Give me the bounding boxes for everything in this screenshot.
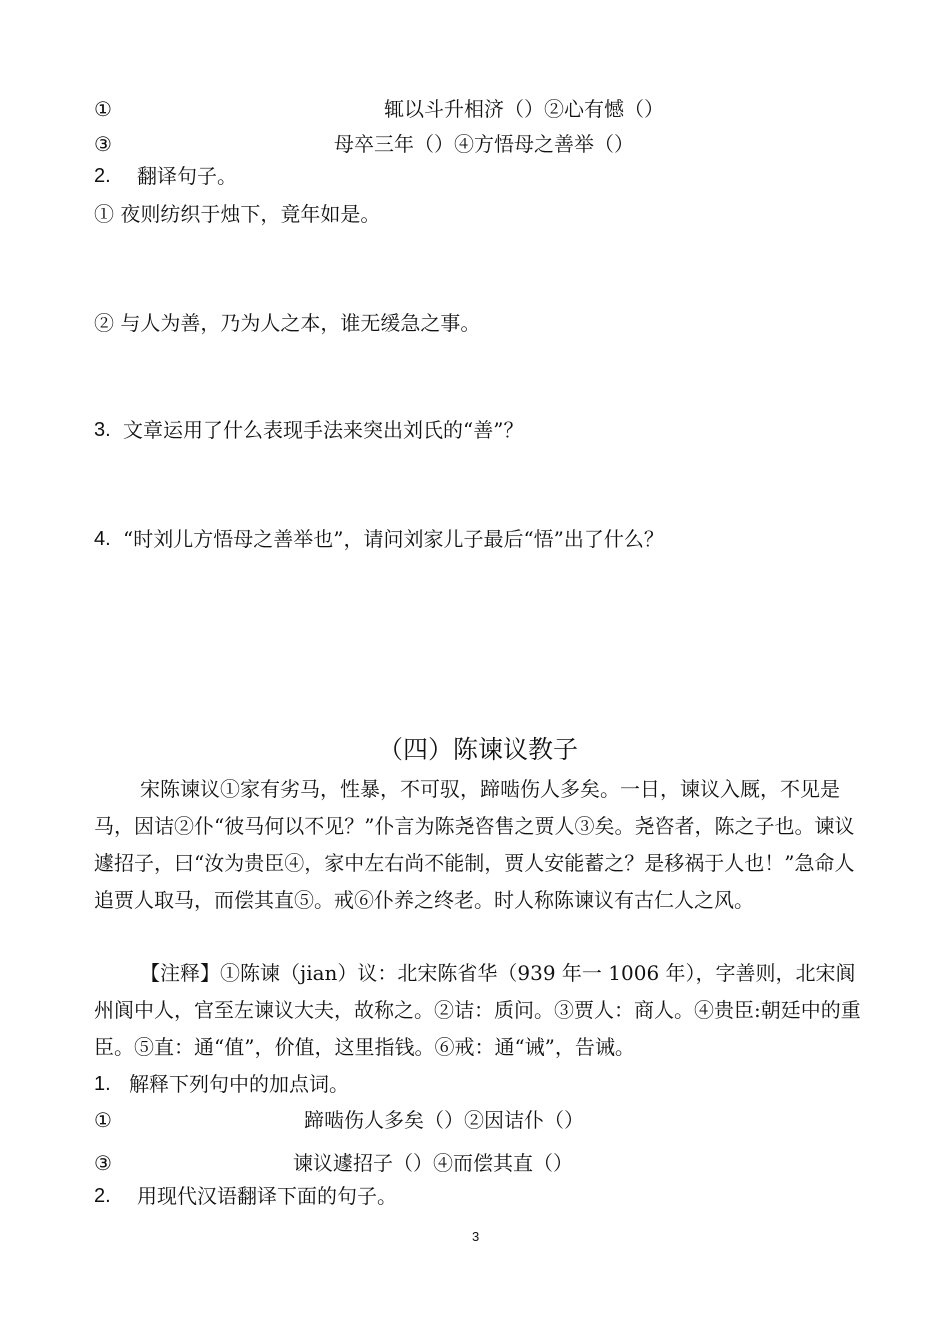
question-number: 2.: [94, 1185, 111, 1207]
page-number: 3: [472, 1229, 480, 1244]
translation-sentence-1: ① 夜则纺织于烛下，竟年如是。: [94, 202, 381, 226]
question-number: 3.: [94, 419, 111, 441]
item-marker-3: ③: [94, 1151, 112, 1175]
question-text: 文章运用了什么表现手法来突出刘氏的“善”？: [123, 418, 524, 442]
classical-passage: [94, 771, 874, 919]
item-marker-3: ③: [94, 132, 112, 156]
item-text-3-4: 母卒三年（）④方悟母之善举（）: [334, 132, 634, 156]
question-number: 2.: [94, 165, 111, 187]
question-number: 1.: [94, 1073, 111, 1095]
question-text: “时刘儿方悟母之善举也”，请问刘家儿子最后“悟”出了什么？: [123, 527, 664, 551]
annotation-notes: [94, 955, 874, 1066]
question-number: 4.: [94, 528, 111, 550]
passage-text: 宋陈谏议①家有劣马，性暴，不可驭，蹄啮伤人多矣。一日，谏议入厩，不见是马，因诘②仆“彼马何以不见？”仆言为陈尧咨售之贾人③矣。尧咨者，陈之子也。谏议遽招子，曰“汝为贵臣④，家中左右尚不能制，贾人安能蓄之？是移祸于人也！”急命人追贾人取马，而偿其直⑤。戒⑥仆养之终老。时人称陈谏议有古仁人之风。: [94, 777, 855, 912]
question-prompt: 解释下列句中的加点词。: [129, 1072, 349, 1096]
translation-sentence-2: ② 与人为善，乃为人之本，谁无缓急之事。: [94, 311, 481, 335]
question-prompt: 用现代汉语翻译下面的句子。: [137, 1184, 397, 1208]
item-marker-1: ①: [94, 97, 112, 121]
question-prompt: 翻译句子。: [137, 164, 237, 188]
item-marker-1: ①: [94, 1108, 112, 1132]
item-text-1-2: 蹄啮伤人多矣（）②因诘仆（）: [304, 1108, 584, 1132]
item-text-1-2: 辄以斗升相济（）②心有憾（）: [384, 97, 664, 121]
section-title: （四）陈谏议教子: [378, 735, 579, 764]
notes-text: 【注释】①陈谏（jian）议：北宋陈省华（939 年一 1006 年），字善则，北宋阆州阆中人，官至左谏议大夫，故称之。②诘：质问。③贾人：商人。④贵臣:朝廷中的重臣。⑤直：通“值”，价值，这里指钱。⑥戒：通“诫”，告诫。: [94, 961, 861, 1059]
item-text-3-4: 谏议遽招子（）④而偿其直（）: [293, 1151, 573, 1175]
